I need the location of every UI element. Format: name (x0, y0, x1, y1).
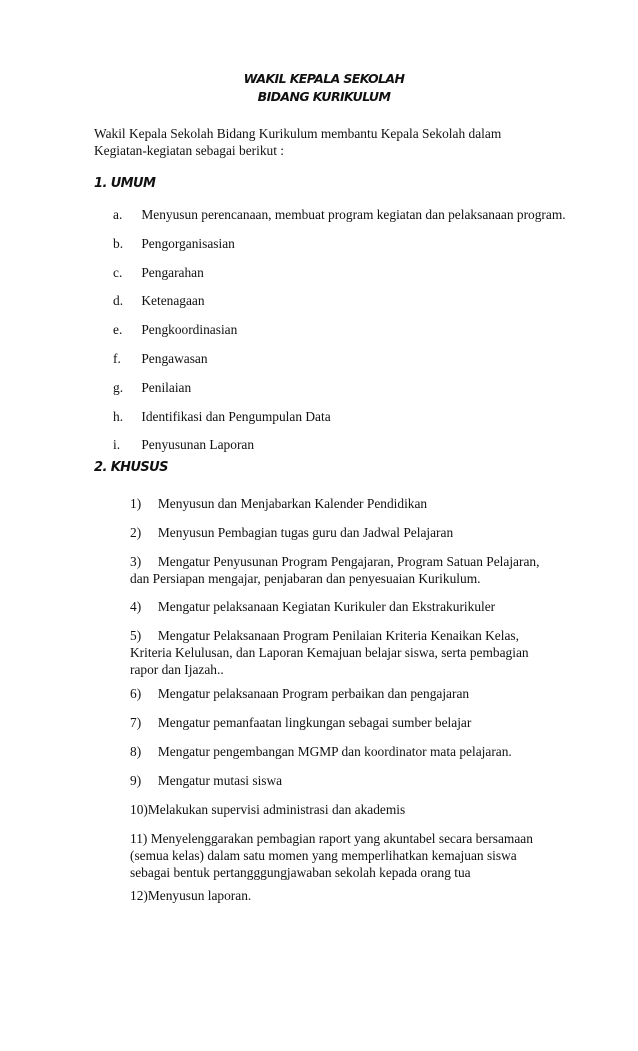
document-title-line-1: WAKIL KEPALA SEKOLAH (243, 71, 405, 86)
list-item-label: d. (113, 293, 124, 308)
list-item-text: Pengorganisasian (141, 236, 235, 251)
list-item-text: Ketenagaan (141, 293, 205, 308)
list-item-text: Pengawasan (141, 351, 208, 366)
list-item-label: b. (113, 236, 124, 251)
list-item-label: f. (113, 351, 121, 366)
numbered-item: 12)Menyusun laporan. (130, 888, 252, 903)
list-item-text: Pengarahan (141, 265, 204, 280)
list-item (113, 235, 235, 252)
list-item-label: g. (113, 380, 124, 395)
numbered-item: 8) Mengatur pengembangan MGMP dan koordinator mata pelajaran. (130, 744, 512, 759)
list-item (113, 264, 204, 281)
list-item-text: Penyusunan Laporan (141, 437, 255, 452)
list-item (113, 321, 237, 338)
list-item (113, 292, 205, 309)
list-item-text: Penilaian (141, 380, 192, 395)
numbered-item: 4) Mengatur pelaksanaan Kegiatan Kurikuler dan Ekstrakurikuler (130, 599, 496, 614)
document-title-line-2: BIDANG KURIKULUM (257, 89, 391, 104)
numbered-item: 3) Mengatur Penyusunan Program Pengajaran, Program Satuan Pelajaran, dan Persiapan mengajar, penjabaran dan penyesuaian Kurikulum. (130, 554, 540, 586)
numbered-item: 10)Melakukan supervisi administrasi dan akademis (130, 802, 406, 817)
list-item (113, 408, 331, 425)
numbered-item: 1) Menyusun dan Menjabarkan Kalender Pendidikan (130, 496, 428, 511)
list-item-label: h. (113, 409, 124, 424)
list-item-label: e. (113, 322, 123, 337)
list-item (113, 206, 566, 223)
list-item-label: a. (113, 207, 123, 222)
numbered-item: 7) Mengatur pemanfaatan lingkungan sebagai sumber belajar (130, 715, 472, 730)
numbered-item: 5) Mengatur Pelaksanaan Program Penilaian Kriteria Kenaikan Kelas, Kriteria Kelulusan, dan Laporan Kemajuan belajar siswa, serta pembagian rapor dan Ijazah.. (130, 628, 529, 677)
numbered-item: 2) Menyusun Pembagian tugas guru dan Jadwal Pelajaran (130, 525, 454, 540)
list-item-label: c. (113, 265, 123, 280)
list-item-text: Pengkoordinasian (141, 322, 238, 337)
section-heading-umum: 1. UMUM (94, 176, 156, 191)
list-item (113, 379, 191, 396)
numbered-item: 6) Mengatur pelaksanaan Program perbaikan dan pengajaran (130, 686, 470, 701)
numbered-item: 11) Menyelenggarakan pembagian raport yang akuntabel secara bersamaan (semua kelas) dalam satu momen yang memperlihatkan kemajuan siswa sebagai bentuk pertangggungjawaban sekolah kepada orang tua (130, 831, 533, 880)
numbered-item: 9) Mengatur mutasi siswa (130, 773, 283, 788)
list-item-label: i. (113, 437, 121, 452)
list-item-text: Identifikasi dan Pengumpulan Data (141, 409, 331, 424)
intro-paragraph: Wakil Kepala Sekolah Bidang Kurikulum membantu Kepala Sekolah dalam Kegiatan-kegiatan sebagai berikut : (94, 126, 502, 158)
list-item (113, 350, 208, 367)
list-item-text: Menyusun perencanaan, membuat program kegiatan dan pelaksanaan program. (141, 207, 566, 222)
section-heading-khusus: 2. KHUSUS (94, 460, 168, 475)
list-item (113, 436, 254, 453)
